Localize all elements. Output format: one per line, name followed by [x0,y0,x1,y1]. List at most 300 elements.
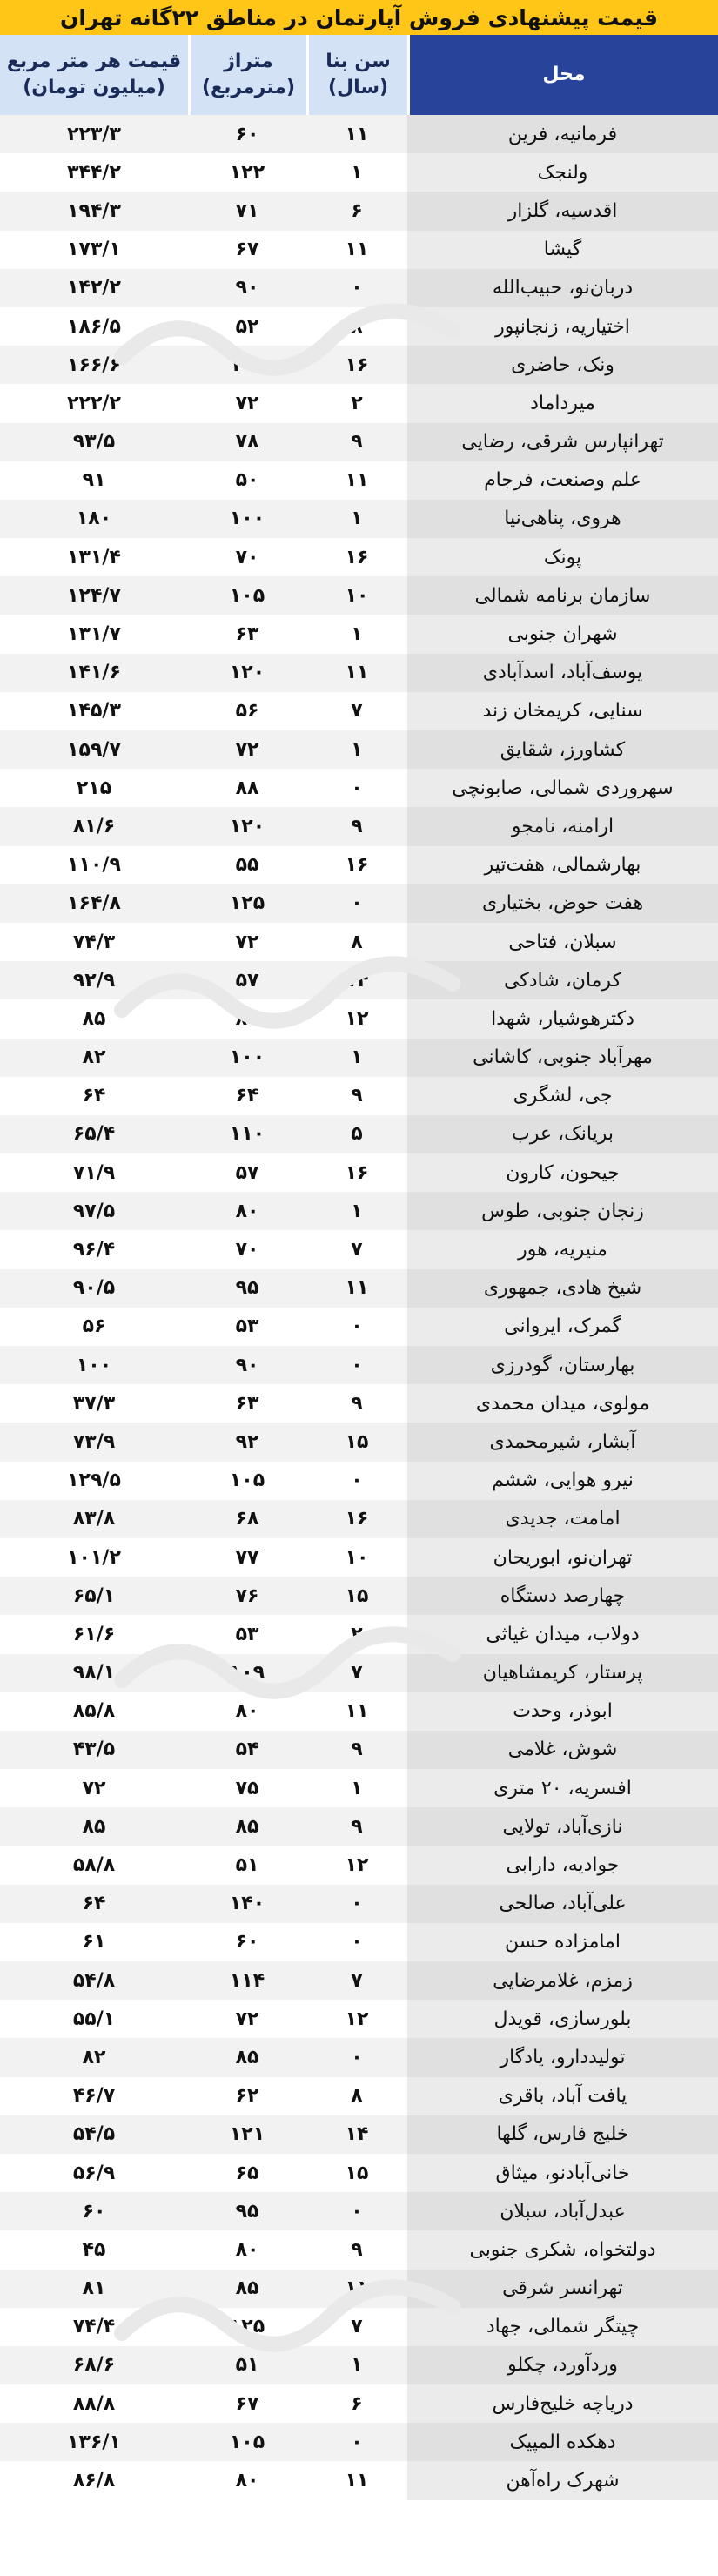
cell-location: فرمانیه، فرین [407,115,718,153]
cell-location: ولنجک [407,153,718,192]
table-row [0,1039,718,1077]
cell-building-age: ۷ [351,700,363,723]
cell-area: ۶۰ [235,1931,259,1954]
cell-building-age: ۰ [351,2431,363,2453]
cell-price: ۱۸۰ [76,508,112,530]
cell-price: ۶۵/۴ [72,1123,116,1146]
cell-area: ۱۰۵ [229,2431,265,2453]
cell-location: شیخ هادی، جمهوری [407,1269,718,1308]
header-location: محل [407,35,718,115]
cell-price: ۹۷/۵ [72,1200,116,1222]
table-row [0,692,718,730]
cell-location: کشاورز، شقایق [407,730,718,769]
table-row [0,576,718,615]
cell-area: ۱۴۰ [229,1893,265,1915]
cell-location: علی‌آباد، صالحی [407,1885,718,1923]
cell-price: ۸۱/۶ [72,815,116,837]
cell-building-age: ۰ [351,1470,363,1492]
cell-building-age: ۱۵ [345,2162,369,2184]
table-row [0,153,718,192]
cell-location: مولوی، میدان محمدی [407,1384,718,1423]
cell-price: ۸۱ [82,2277,106,2300]
cell-price: ۱۰۱/۲ [67,1546,121,1569]
cell-price: ۱۷۳/۱ [67,239,121,261]
cell-area: ۸۸ [235,777,259,799]
cell-price: ۷۴/۴ [72,2316,116,2338]
cell-location: بهارشمالی، هفت‌تیر [407,846,718,884]
cell-area: ۵۷ [235,969,259,992]
cell-area: ۷۰ [235,546,259,568]
cell-building-age: ۷ [351,1239,363,1261]
cell-area: ۵۰ [235,469,259,492]
table-row [0,1346,718,1384]
cell-area: ۵۱ [235,2354,259,2377]
cell-location: زمزم، غلامرضایی [407,1961,718,2000]
table-row [0,384,718,422]
cell-price: ۸۲ [82,2046,106,2068]
cell-building-age: ۹ [351,1085,363,1107]
cell-price: ۵۸/۸ [72,1854,116,1877]
cell-price: ۸۵ [82,1007,106,1030]
cell-location: پرستار، کریمشاهیان [407,1654,718,1692]
table-row [0,1807,718,1846]
cell-area: ۹۵ [235,1277,259,1300]
cell-price: ۸۵/۸ [72,1700,116,1723]
table-row [0,1423,718,1461]
header-building-age: سن بنا (سال) [306,35,407,115]
cell-price: ۶۱/۶ [72,1623,116,1645]
cell-location: تهرانسر شرقی [407,2270,718,2308]
table-row [0,1961,718,2000]
cell-area: ۷۲ [235,2008,259,2030]
cell-location: یافت آباد، باقری [407,2077,718,2115]
cell-price: ۱۳۱/۴ [67,546,121,568]
cell-area: ۸۵ [235,2046,259,2068]
cell-location: شهرک راه‌آهن [407,2461,718,2499]
cell-building-age: ۱۵ [345,1584,369,1607]
cell-location: کرمان، شادکی [407,961,718,999]
table-row [0,730,718,769]
cell-building-age: ۱۱ [345,1700,369,1723]
cell-location: هروی، پناهی‌نیا [407,500,718,538]
cell-building-age: ۸ [351,2085,363,2108]
cell-location: هفت حوض، بختیاری [407,884,718,923]
cell-price: ۱۲۴/۷ [67,584,121,607]
cell-area: ۹۲ [235,1430,259,1453]
cell-building-age: ۹ [351,1392,363,1415]
page-title: قیمت پیشنهادی فروش آپارتمان در مناطق ۲۲گانه تهران [0,0,718,35]
cell-location: آبشار، شیرمحمدی [407,1423,718,1461]
cell-building-age: ۷ [351,1662,363,1685]
cell-price: ۹۸/۱ [72,1662,116,1685]
cell-location: میرداماد [407,384,718,422]
cell-location: سازمان برنامه شمالی [407,576,718,615]
cell-area: ۱۰۰ [229,1046,265,1069]
table-row [0,1885,718,1923]
cell-location: امامت، جدیدی [407,1500,718,1538]
table-body [0,115,718,2500]
cell-area: ۶۲ [235,2085,259,2108]
cell-area: ۵۱ [235,1854,259,1877]
table-row [0,346,718,384]
cell-price: ۱۰۰ [76,1354,112,1376]
cell-area: ۵۲ [235,315,259,338]
table-row [0,2308,718,2346]
cell-building-age: ۱۱ [345,2470,369,2492]
cell-price: ۵۴/۵ [72,2123,116,2146]
table-header [0,35,718,115]
cell-building-age: ۰ [351,2046,363,2068]
cell-area: ۵۳ [235,1623,259,1645]
cell-area: ۱۰۵ [229,353,265,376]
cell-building-age: ۱۲ [345,2008,369,2030]
table-row [0,192,718,230]
cell-location: بریانک، عرب [407,1115,718,1153]
table-row [0,1230,718,1268]
cell-price: ۱۹۴/۳ [67,199,121,222]
cell-building-age: ۹ [351,2238,363,2261]
cell-area: ۷۷ [235,1546,259,1569]
cell-area: ۹۵ [235,2200,259,2223]
cell-location: ارامنه، نامجو [407,807,718,845]
table-row [0,807,718,845]
table-row [0,2038,718,2076]
cell-building-age: ۱ [351,1200,363,1222]
cell-building-age: ۰ [351,1931,363,1954]
cell-price: ۸۵ [82,1815,106,1838]
cell-price: ۲۱۵ [76,777,112,799]
cell-price: ۷۴/۳ [72,931,116,953]
cell-building-age: ۷ [351,2316,363,2338]
cell-price: ۳۴۴/۲ [67,161,121,184]
table-row [0,2000,718,2038]
cell-building-age: ۰ [351,2200,363,2223]
cell-building-age: ۱۴ [345,2123,369,2146]
cell-area: ۵۵ [235,854,259,877]
cell-area: ۸۰ [235,1200,259,1222]
cell-price: ۴۳/۵ [72,1739,116,1761]
table-row [0,231,718,269]
cell-price: ۱۶۴/۸ [67,892,121,915]
cell-price: ۱۴۱/۶ [67,662,121,684]
cell-area: ۷۲ [235,392,259,414]
cell-building-age: ۸ [351,931,363,953]
cell-price: ۱۴۵/۳ [67,700,121,723]
cell-price: ۷۳/۹ [72,1430,116,1453]
cell-location: چهارصد دستگاه [407,1577,718,1615]
cell-location: نیرو هوایی، ششم [407,1462,718,1500]
cell-building-age: ۶ [351,199,363,222]
cell-building-age: ۲ [351,392,363,414]
cell-area: ۱۲۰ [229,815,265,837]
table-row [0,2461,718,2499]
table-row [0,1615,718,1653]
cell-location: نازی‌آباد، تولایی [407,1807,718,1846]
cell-building-age: ۱۱ [345,2277,369,2300]
cell-location: دکترهوشیار، شهدا [407,999,718,1038]
cell-area: ۱۲۱ [229,2123,265,2146]
table-row [0,961,718,999]
cell-location: پونک [407,538,718,576]
table-row [0,1153,718,1192]
cell-building-age: ۱ [351,623,363,646]
cell-price: ۱۳۱/۷ [67,623,121,646]
cell-area: ۷۲ [235,931,259,953]
table-row [0,923,718,961]
cell-price: ۹۶/۴ [72,1239,116,1261]
cell-building-age: ۶ [351,2392,363,2415]
cell-location: سبلان، فتاحی [407,923,718,961]
cell-building-age: ۰ [351,1893,363,1915]
cell-location: سهروردی شمالی، صابونچی [407,769,718,807]
cell-area: ۶۰ [235,123,259,145]
cell-building-age: ۱۱ [345,1277,369,1300]
table-row [0,2192,718,2230]
table-row [0,1192,718,1230]
cell-building-age: ۱ [351,161,363,184]
cell-area: ۹۰ [235,277,259,299]
table-row [0,1500,718,1538]
cell-price: ۷۲ [82,1777,106,1799]
table-row [0,1577,718,1615]
cell-building-age: ۰ [351,892,363,915]
cell-building-age: ۱۶ [345,546,369,568]
table-row [0,1731,718,1769]
cell-area: ۱۱۰ [229,1123,265,1146]
cell-location: افسریه، ۲۰ متری [407,1769,718,1807]
cell-building-age: ۰ [351,277,363,299]
cell-area: ۷۶ [235,1584,259,1607]
cell-building-age: ۱۴ [345,969,369,992]
cell-location: دریاچه خلیج‌فارس [407,2384,718,2423]
cell-area: ۱۲۲ [229,161,265,184]
cell-building-age: ۰ [351,1354,363,1376]
cell-building-age: ۱۵ [345,1430,369,1453]
cell-building-age: ۱۱ [345,123,369,145]
cell-location: خلیج فارس، گلها [407,2115,718,2154]
table-row [0,2077,718,2115]
table-row [0,2384,718,2423]
cell-building-age: ۱۱ [345,239,369,261]
cell-area: ۸۰ [235,1007,259,1030]
cell-location: شوش، غلامی [407,1731,718,1769]
cell-area: ۱۲۵ [229,2316,265,2338]
cell-price: ۶۱ [82,1931,106,1954]
cell-building-age: ۱ [351,2354,363,2377]
table-row [0,1538,718,1577]
cell-location: گیشا [407,231,718,269]
table-row [0,461,718,500]
cell-price: ۶۵/۱ [72,1584,116,1607]
cell-price: ۴۵ [82,2238,106,2261]
cell-building-age: ۹ [351,1815,363,1838]
cell-area: ۶۸ [235,1508,259,1530]
cell-area: ۹۰ [235,1354,259,1376]
cell-area: ۱۱۴ [229,1969,265,1992]
cell-location: خانی‌آبادنو، میثاق [407,2154,718,2192]
table-row [0,1308,718,1346]
cell-location: اختیاریه، زنجانپور [407,307,718,346]
cell-price: ۸۸/۸ [72,2392,116,2415]
cell-building-age: ۱۶ [345,1161,369,1184]
cell-price: ۱۵۹/۷ [67,738,121,761]
table-row [0,1077,718,1115]
table-row [0,115,718,153]
cell-building-age: ۷ [351,1969,363,1992]
table-row [0,1115,718,1153]
cell-area: ۶۴ [235,1085,259,1107]
table-row [0,2423,718,2461]
cell-price: ۱۳۶/۱ [67,2431,121,2453]
cell-area: ۷۲ [235,738,259,761]
cell-price: ۹۰/۵ [72,1277,116,1300]
cell-area: ۸۵ [235,1815,259,1838]
cell-area: ۶۳ [235,623,259,646]
cell-price: ۵۶ [82,1315,106,1338]
table-row [0,1923,718,1961]
cell-location: جیحون، کارون [407,1153,718,1192]
cell-location: دولاب، میدان غیاثی [407,1615,718,1653]
table-row [0,2270,718,2308]
table-row [0,654,718,692]
cell-price: ۶۴ [82,1085,106,1107]
cell-price: ۳۷/۳ [72,1392,116,1415]
table-row [0,538,718,576]
table-row [0,2154,718,2192]
cell-price: ۸۳/۸ [72,1508,116,1530]
cell-area: ۸۰ [235,2238,259,2261]
cell-building-age: ۱۲ [345,1854,369,1877]
cell-building-age: ۹ [351,431,363,454]
cell-building-age: ۱۰ [345,1546,369,1569]
cell-building-age: ۱ [351,1777,363,1799]
cell-area: ۱۲۵ [229,892,265,915]
cell-building-age: ۱ [351,508,363,530]
cell-location: بهارستان، گودرزی [407,1346,718,1384]
cell-building-age: ۱۰ [345,584,369,607]
cell-price: ۵۶/۹ [72,2162,116,2184]
cell-price: ۵۵/۱ [72,2008,116,2030]
cell-area: ۸۵ [235,2277,259,2300]
table-row [0,999,718,1038]
cell-area: ۱۲۰ [229,662,265,684]
cell-area: ۶۳ [235,1392,259,1415]
cell-location: منیریه، هور [407,1230,718,1268]
cell-building-age: ۵ [351,1123,363,1146]
cell-price: ۷۱/۹ [72,1161,116,1184]
table-row [0,1846,718,1884]
cell-location: تهران‌نو، ابوریحان [407,1538,718,1577]
cell-price: ۹۳/۵ [72,431,116,454]
cell-location: وردآورد، چکلو [407,2346,718,2384]
table-row [0,2230,718,2269]
cell-area: ۵۶ [235,700,259,723]
cell-area: ۶۵ [235,2162,259,2184]
cell-building-age: ۱۶ [345,353,369,376]
cell-price: ۱۲۹/۵ [67,1470,121,1492]
table-row [0,884,718,923]
cell-building-age: ۱ [351,738,363,761]
cell-area: ۱۰۰ [229,508,265,530]
cell-price: ۱۸۶/۵ [67,315,121,338]
cell-location: جوادیه، دارابی [407,1846,718,1884]
cell-price: ۹۱ [82,469,106,492]
cell-area: ۸۰ [235,1700,259,1723]
cell-location: ونک، حاضری [407,346,718,384]
cell-area: ۱۰۵ [229,584,265,607]
header-area: متراژ (مترمربع) [188,35,306,115]
table-row [0,1384,718,1423]
cell-price: ۵۴/۸ [72,1969,116,1992]
cell-price: ۶۸/۶ [72,2354,116,2377]
cell-building-age: ۰ [351,777,363,799]
cell-building-age: ۱۱ [345,662,369,684]
table-row [0,1692,718,1731]
cell-location: علم وصنعت، فرجام [407,461,718,500]
cell-area: ۷۰ [235,1239,259,1261]
cell-building-age: ۲ [351,1623,363,1645]
cell-price: ۴۶/۷ [72,2085,116,2108]
cell-area: ۸۰ [235,2470,259,2492]
cell-location: امامزاده حسن [407,1923,718,1961]
table-row [0,615,718,653]
cell-area: ۵۳ [235,1315,259,1338]
cell-building-age: ۹ [351,1739,363,1761]
cell-building-age: ۱۶ [345,1508,369,1530]
cell-building-age: ۱۲ [345,1007,369,1030]
cell-price: ۸۲ [82,1046,106,1069]
table-row [0,769,718,807]
table-row [0,1462,718,1500]
cell-location: شهران جنوبی [407,615,718,653]
cell-location: جی، لشگری [407,1077,718,1115]
cell-location: گمرک، ایروانی [407,1308,718,1346]
cell-area: ۵۷ [235,1161,259,1184]
cell-location: دهکده المپیک [407,2423,718,2461]
table-row [0,269,718,307]
header-price-per-meter: قیمت هر متر مربع (میلیون تومان) [0,35,188,115]
cell-building-age: ۸ [351,315,363,338]
cell-price: ۲۲۲/۲ [67,392,121,414]
cell-building-age: ۹ [351,815,363,837]
cell-location: سنایی، کریمخان زند [407,692,718,730]
cell-price: ۱۱۰/۹ [67,854,121,877]
cell-price: ۶۰ [82,2200,106,2223]
cell-area: ۶۷ [235,239,259,261]
cell-area: ۷۸ [235,431,259,454]
cell-location: عبدل‌آباد، سبلان [407,2192,718,2230]
cell-area: ۶۷ [235,2392,259,2415]
cell-building-age: ۱ [351,1046,363,1069]
cell-location: دربان‌نو، حبیب‌الله [407,269,718,307]
cell-price: ۲۲۳/۳ [67,123,121,145]
cell-location: دولتخواه، شکری جنوبی [407,2230,718,2269]
cell-price: ۹۲/۹ [72,969,116,992]
cell-price: ۸۶/۸ [72,2470,116,2492]
cell-location: زنجان جنوبی، طوس [407,1192,718,1230]
table-row [0,307,718,346]
cell-building-age: ۱۶ [345,854,369,877]
cell-location: تولیددارو، یادگار [407,2038,718,2076]
table-row [0,2346,718,2384]
cell-price: ۱۶۶/۶ [67,353,121,376]
table-row [0,1769,718,1807]
cell-price: ۱۴۲/۲ [67,277,121,299]
table-row [0,2115,718,2154]
cell-location: بلورسازی، قویدل [407,2000,718,2038]
table-row [0,500,718,538]
cell-area: ۱۰۹ [229,1662,265,1685]
